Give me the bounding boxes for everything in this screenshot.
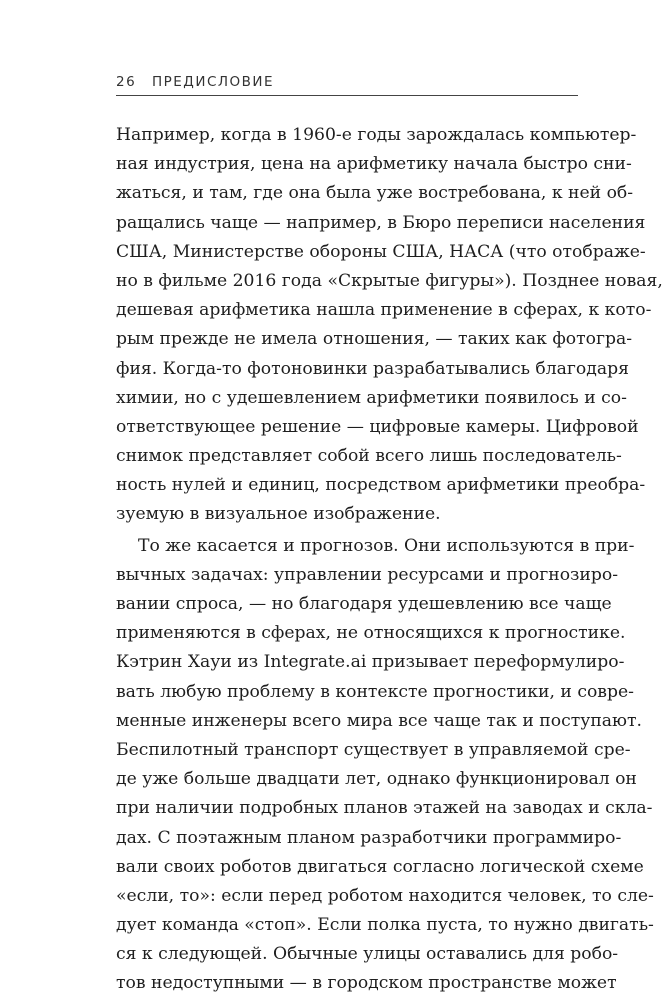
running-head: [116, 74, 578, 90]
text-line: химии, но с удешевлением арифметики появилось и со-: [116, 387, 627, 408]
section-title: ПРЕДИСЛОВИЕ: [151, 74, 275, 90]
text-line: вычных задачах: управлении ресурсами и прогнозиро-: [116, 564, 619, 585]
body-text: [116, 121, 663, 1001]
text-line: при наличии подробных планов этажей на заводах и скла-: [116, 798, 653, 819]
text-line: То же касается и прогнозов. Они используются в при-: [138, 535, 635, 556]
header-rule: [116, 95, 578, 96]
text-line: снимок представляет собой всего лишь последователь-: [116, 446, 622, 467]
text-line: применяются в сферах, не относящихся к прогностике.: [116, 623, 626, 644]
text-line: Например, когда в 1960-е годы зарождалась компьютер-: [116, 125, 637, 145]
text-line: де уже больше двадцати лет, однако функционировал он: [116, 769, 637, 790]
text-line: Кэтрин Хауи из Integrate.ai призывает переформулиро-: [116, 652, 625, 673]
text-line: США, Министерстве обороны США, НАСА (что отображе-: [116, 241, 646, 262]
text-line: фия. Когда-то фотоновинки разрабатывались благодаря: [116, 358, 629, 379]
text-line: дешевая арифметика нашла применение в сферах, к кото-: [116, 300, 652, 321]
text-line: вали своих роботов двигаться согласно логической схеме: [116, 856, 644, 877]
text-line: дует команда «стоп». Если полка пуста, то нужно двигать-: [116, 915, 654, 936]
text-line: вать любую проблему в контексте прогностики, и совре-: [116, 681, 634, 702]
text-line: ная индустрия, цена на арифметику начала быстро сни-: [116, 154, 632, 175]
text-line: вании спроса, — но благодаря удешевлению все чаще: [116, 594, 612, 614]
text-line: но в фильме 2016 года «Скрытые фигуры»). Позднее новая,: [116, 270, 663, 291]
text-line: дах. С поэтажным планом разработчики программиро-: [116, 827, 622, 848]
text-line: тов недоступными — в городском пространстве может: [116, 973, 617, 994]
page-number: 26: [116, 74, 137, 90]
text-line: зуемую в визуальное изображение.: [116, 504, 441, 525]
text-line: менные инженеры всего мира все чаще так и поступают.: [116, 710, 642, 731]
text-line: ответствующее решение — цифровые камеры. Цифровой: [116, 416, 639, 437]
text-line: ся к следующей. Обычные улицы оставались для робо-: [116, 944, 619, 965]
text-line: «если, то»: если перед роботом находится человек, то сле-: [116, 885, 654, 906]
text-line: ращались чаще — например, в Бюро переписи населения: [116, 212, 646, 233]
paragraph-1: [116, 121, 663, 530]
paragraph-2: [116, 532, 654, 999]
text-line: жаться, и там, где она была уже востребована, к ней об-: [116, 183, 634, 204]
text-line: Беспилотный транспорт существует в управляемой сре-: [116, 739, 631, 760]
text-line: ность нулей и единиц, посредством арифметики преобра-: [116, 475, 646, 496]
text-line: рым прежде не имела отношения, — таких как фотогра-: [116, 329, 633, 350]
